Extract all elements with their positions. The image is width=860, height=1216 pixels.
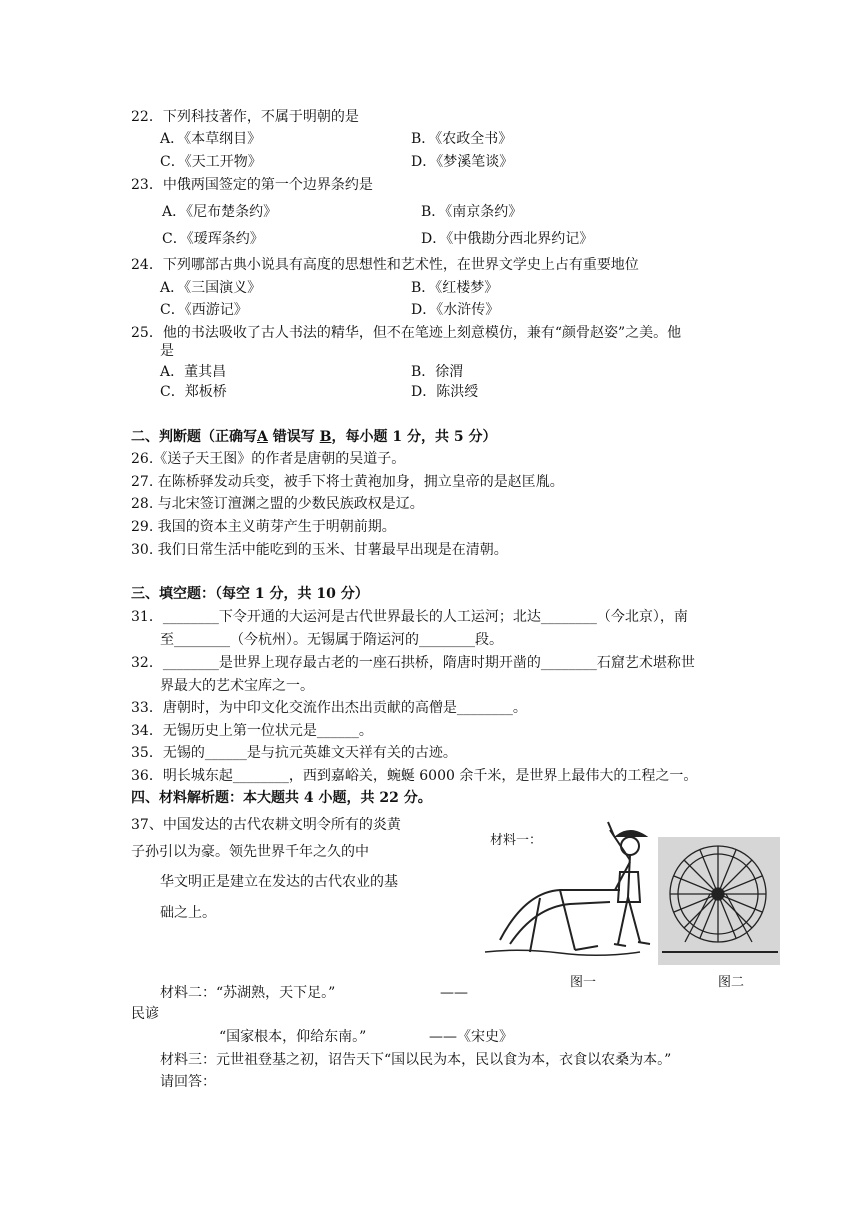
q23-option-b: B．《南京条约》 xyxy=(421,204,523,220)
q31-line1: 31．________下令开通的大运河是古代世界最长的人工运河；北达________（今北京），南 xyxy=(131,609,688,625)
figure1-caption: 图一 xyxy=(570,975,597,990)
figure2-caption: 图二 xyxy=(718,975,745,990)
q24-option-a: A．《三国演义》 xyxy=(160,280,262,296)
q25-stem: 25．他的书法吸收了古人书法的精华，但不在笔迹上刻意模仿，兼有“颜骨赵姿”之美。他 xyxy=(131,325,682,341)
q22-option-b: B．《农政全书》 xyxy=(411,131,513,147)
q30: 30. 我们日常生活中能吃到的玉米、甘薯最早出现是在清朝。 xyxy=(131,542,508,558)
q24-stem: 24．下列哪部古典小说具有高度的思想性和艺术性，在世界文学史上占有重要地位 xyxy=(131,257,639,273)
q29: 29. 我国的资本主义萌芽产生于明朝前期。 xyxy=(131,519,396,535)
q36: 36．明长城东起________，西到嘉峪关，蜿蜒 6000 余千米，是世界上最伟大的工程之一。 xyxy=(131,768,698,784)
q24-option-c: C．《西游记》 xyxy=(160,302,248,318)
q33: 33．唐朝时，为中印文化交流作出杰出贡献的高僧是________。 xyxy=(131,700,527,716)
q22-stem: 22．下列科技著作，不属于明朝的是 xyxy=(131,109,359,125)
section2-heading-part3: ，每小题 1 分，共 5 分） xyxy=(331,429,497,445)
q25-option-c: C．郑板桥 xyxy=(160,384,227,400)
answer-prompt: 请回答： xyxy=(160,1074,216,1090)
q37-line3: 华文明正是建立在发达的古代农业的基 xyxy=(160,874,398,890)
q25-stem-cont: 是 xyxy=(160,343,174,359)
section2-heading-part2: 错误写 xyxy=(267,429,320,445)
waterwheel-frame xyxy=(658,837,780,965)
q23-option-a: A．《尼布楚条约》 xyxy=(162,204,278,220)
q25-option-a: A．董其昌 xyxy=(160,364,227,380)
q32-line2: 界最大的艺术宝库之一。 xyxy=(160,678,314,694)
section4-heading: 四、材料解析题：本大题共 4 小题，共 22 分。 xyxy=(131,790,432,806)
q26: 26.《送子天王图》的作者是唐朝的吴道子。 xyxy=(131,451,406,467)
q37-line2: 子孙引以为豪。领先世界千年之久的中 xyxy=(131,844,369,860)
q25-option-b: B．徐渭 xyxy=(411,364,464,380)
q24-option-d: D．《水浒传》 xyxy=(411,302,500,318)
material1-illustration xyxy=(480,812,785,992)
section2-heading-a: A xyxy=(257,429,268,445)
q25-option-d: D．陈洪绶 xyxy=(411,384,479,400)
material2-line2: “国家根本，仰给东南。” xyxy=(219,1029,367,1045)
q23-option-d: D．《中俄勘分西北界约记》 xyxy=(421,231,594,247)
material2-source2: ——《宋史》 xyxy=(429,1029,513,1045)
q24-option-b: B．《红楼梦》 xyxy=(411,280,499,296)
material2-dash: —— xyxy=(440,985,468,1001)
section3-heading: 三、填空题：（每空 1 分，共 10 分） xyxy=(131,586,369,602)
material3: 材料三：元世祖登基之初，诏告天下“国以民为本，民以食为本，衣食以农桑为本。” xyxy=(160,1052,672,1068)
section2-heading-part1: 二、判断题（正确写 xyxy=(131,429,257,445)
q22-option-a: A．《本草纲目》 xyxy=(160,131,262,147)
q27: 27. 在陈桥驿发动兵变，被手下将士黄袍加身，拥立皇帝的是赵匡胤。 xyxy=(131,474,564,490)
q32-line1: 32．________是世界上现存最古老的一座石拱桥，隋唐时期开凿的________石窟艺术堪称世 xyxy=(131,655,695,671)
q37-line1: 37、中国发达的古代农耕文明令所有的炎黄 xyxy=(131,817,401,833)
material1-figure xyxy=(480,812,785,992)
q22-option-c: C．《天工开物》 xyxy=(160,154,262,170)
section2-heading-b: B xyxy=(319,429,332,445)
section2-heading xyxy=(131,427,496,447)
material1-label: 材料一： xyxy=(490,833,543,848)
q34: 34．无锡历史上第一位状元是______。 xyxy=(131,723,373,739)
q22-option-d: D．《梦溪笔谈》 xyxy=(411,154,514,170)
q37-line4: 础之上。 xyxy=(160,905,216,921)
q35: 35．无锡的______是与抗元英雄文天祥有关的古迹。 xyxy=(131,745,457,761)
material2-source1: 民谚 xyxy=(131,1006,159,1022)
q23-stem: 23．中俄两国签定的第一个边界条约是 xyxy=(131,177,373,193)
q23-option-c: C．《瑷珲条约》 xyxy=(162,231,264,247)
q28: 28. 与北宋签订澶渊之盟的少数民族政权是辽。 xyxy=(131,496,424,512)
q31-line2: 至________（今杭州）。无锡属于隋运河的________段。 xyxy=(160,632,503,648)
material2-line1: 材料二：“苏湖熟，天下足。” xyxy=(160,985,336,1001)
